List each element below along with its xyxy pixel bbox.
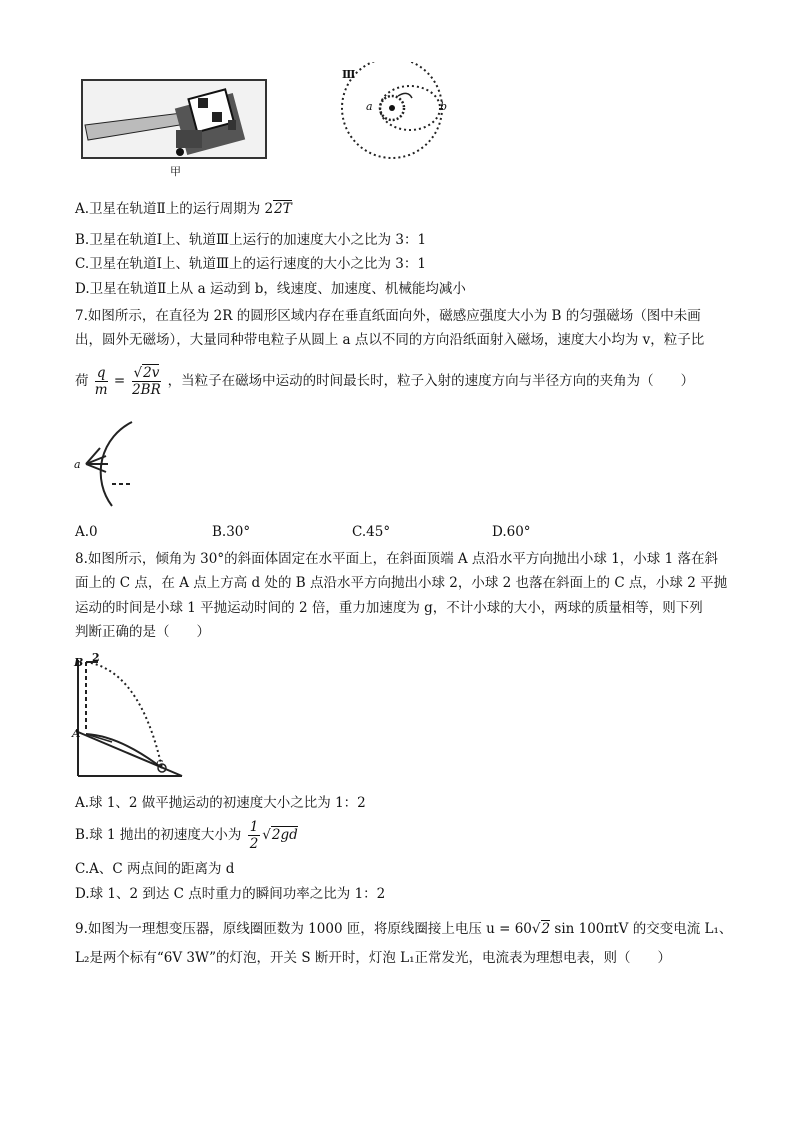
q6-option-a: A.卫星在轨道Ⅱ上的运行周期为 22T — [75, 201, 292, 217]
q8-option-b: B.球 1 抛出的初速度大小为 $\frac{1}{2}$ √2gd — [75, 819, 298, 852]
incline-graphic — [70, 650, 190, 780]
q8-option-c: C.A、C 两点间的距离为 d — [75, 861, 235, 877]
q8-stem-line3: 运动的时间是小球 1 平抛运动时间的 2 倍，重力加速度为 g，不计小球的大小，两球的质量相等，则下列 — [75, 600, 703, 616]
q8-option-d: D.球 1、2 到达 C 点时重力的瞬间功率之比为 1：2 — [75, 886, 386, 902]
q7-option-b: B.30° — [212, 524, 251, 540]
q9-stem-line2: L₂是两个标有“6V 3W”的灯泡，开关 S 断开时，灯泡 L₁正常发光，电流表为理想电表，则（ ） — [75, 950, 672, 966]
field-label-a: a — [74, 458, 81, 471]
q6-option-c: C.卫星在轨道Ⅰ上、轨道Ⅲ上的运行速度的大小之比为 3：1 — [75, 256, 426, 272]
incline-label-B: B — [74, 656, 84, 669]
q7-stem-line3: 荷 $\frac{q}{m}$ = $\frac{√2v}{2BR}$ ，当粒子在磁场中运动的时间最长时，粒子入射的速度方向与半径方向的夹角为（ ） — [75, 365, 695, 398]
orbit-label-III: Ⅲ — [342, 68, 356, 81]
q8-option-a: A.球 1、2 做平抛运动的初速度大小之比为 1：2 — [75, 795, 366, 811]
q6-option-b: B.卫星在轨道Ⅰ上、轨道Ⅲ上运行的加速度大小之比为 3：1 — [75, 232, 427, 248]
fraction-q-over-m: $\frac{q}{m}$ — [94, 365, 108, 398]
q8-stem-line4: 判断正确的是（ ） — [75, 624, 210, 640]
q7-option-c: C.45° — [352, 524, 391, 540]
q9-stem-line1: 9.如图为一理想变压器，原线圈匝数为 1000 匝，将原线圈接上电压 u = 60√2 sin 100πtV 的交变电流 L₁、 — [75, 921, 733, 937]
incline-label-2: 2 — [92, 651, 100, 664]
q7-option-a: A.0 — [75, 524, 98, 540]
q8-stem-line1: 8.如图所示，倾角为 30°的斜面体固定在水平面上，在斜面顶端 A 点沿水平方向抛出小球 1，小球 1 落在斜 — [75, 551, 718, 567]
photo-caption: 甲 — [170, 165, 181, 178]
q7-stem-line1: 7.如图所示，在直径为 2R 的圆形区域内存在垂直纸面向外，磁感应强度大小为 B 的匀强磁场（图中未画 — [75, 308, 701, 324]
q7-stem-line2: 出，圆外无磁场），大量同种带电粒子从圆上 a 点以不同的方向沿纸面射入磁场，速度大小均为 v，粒子比 — [75, 332, 705, 348]
incline-label-A: A — [72, 727, 81, 740]
orbit-label-b: b — [440, 100, 448, 113]
satellite-photo-graphic — [80, 70, 270, 162]
incline-diagram — [70, 650, 190, 780]
orbit-label-a: a — [366, 100, 373, 113]
magnetic-field-graphic — [72, 418, 162, 510]
satellite-photo — [80, 70, 270, 162]
q7-option-d: D.60° — [492, 524, 531, 540]
fraction-sqrt2v-over-2BR: $\frac{√2v}{2BR}$ — [132, 365, 161, 398]
incline-label-C: C — [156, 760, 163, 770]
magnetic-field-diagram — [72, 418, 162, 510]
q6-option-d: D.卫星在轨道Ⅱ上从 a 运动到 b，线速度、加速度、机械能均减小 — [75, 281, 466, 297]
fraction-one-half: $\frac{1}{2}$ — [249, 819, 259, 852]
q8-stem-line2: 面上的 C 点，在 A 点上方高 d 处的 B 点沿水平方向抛出小球 2，小球 2 也落在斜面上的 C 点，小球 2 平抛 — [75, 575, 728, 591]
